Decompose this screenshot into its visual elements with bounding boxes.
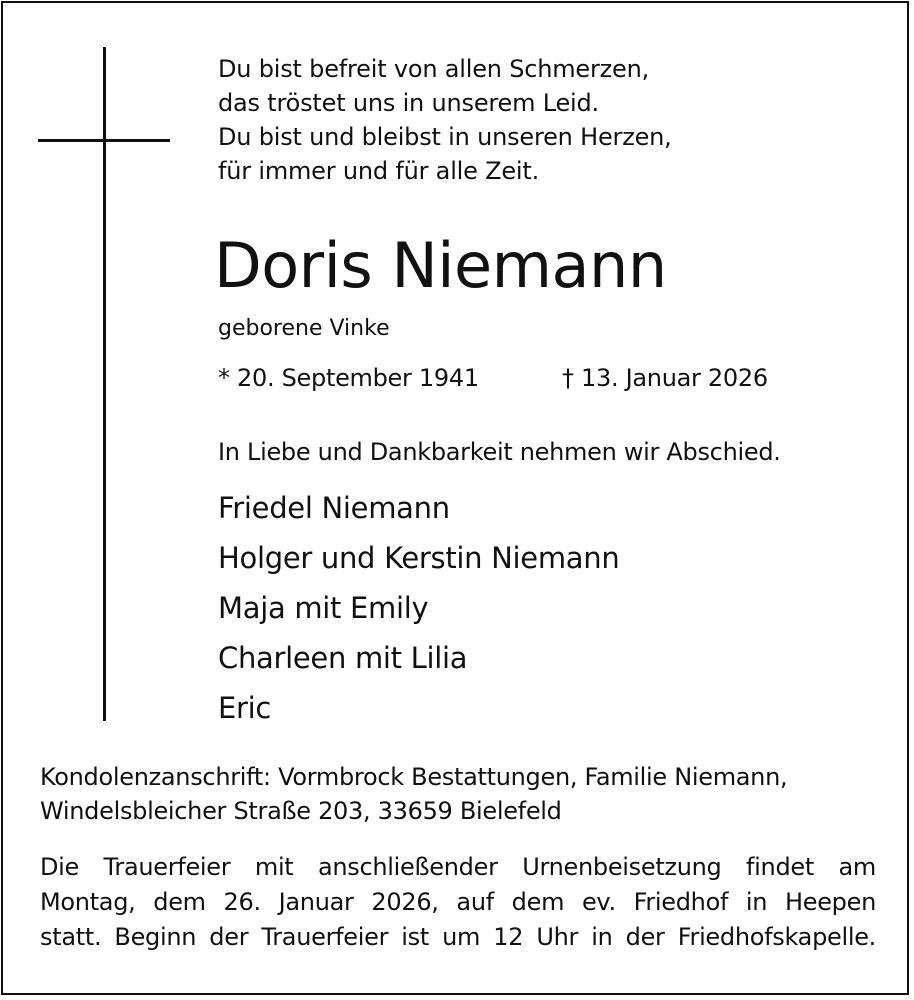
poem-line: Du bist befreit von allen Schmerzen, bbox=[218, 55, 650, 83]
ceremony-line: Die Trauerfeier mit anschließender Urnenbeisetzung findet am bbox=[40, 853, 876, 881]
mourner-name: Friedel Niemann bbox=[218, 491, 450, 525]
mourners-list bbox=[218, 483, 619, 733]
ceremony-line: Montag, dem 26. Januar 2026, auf dem ev. Friedhof in Heepen bbox=[40, 888, 876, 916]
ceremony-line: statt. Beginn der Trauerfeier ist um 12 Uhr in der Friedhofskapelle. bbox=[40, 923, 876, 951]
ceremony-info bbox=[40, 850, 876, 955]
memorial-poem bbox=[218, 52, 778, 188]
condolence-address bbox=[40, 760, 787, 828]
poem-line: für immer und für alle Zeit. bbox=[218, 157, 540, 185]
mourner-name: Eric bbox=[218, 691, 272, 725]
poem-line: das tröstet uns in unserem Leid. bbox=[218, 89, 599, 117]
mourner-name: Charleen mit Lilia bbox=[218, 641, 468, 675]
address-line: Kondolenzanschrift: Vormbrock Bestattungen, Familie Niemann, bbox=[40, 763, 788, 791]
mourner-name: Holger und Kerstin Niemann bbox=[218, 541, 620, 575]
birth-date: * 20. September 1941 bbox=[218, 364, 479, 392]
poem-line: Du bist und bleibst in unseren Herzen, bbox=[218, 123, 672, 151]
farewell-text: In Liebe und Dankbarkeit nehmen wir Abschied. bbox=[218, 438, 781, 466]
death-date: † 13. Januar 2026 bbox=[562, 364, 768, 392]
cross-icon-vertical bbox=[103, 47, 106, 721]
address-line: Windelsbleicher Straße 203, 33659 Bielefeld bbox=[40, 797, 562, 825]
deceased-name: Doris Niemann bbox=[214, 229, 667, 302]
maiden-name: geborene Vinke bbox=[218, 316, 390, 341]
mourner-name: Maja mit Emily bbox=[218, 591, 429, 625]
cross-icon-horizontal bbox=[38, 139, 170, 142]
